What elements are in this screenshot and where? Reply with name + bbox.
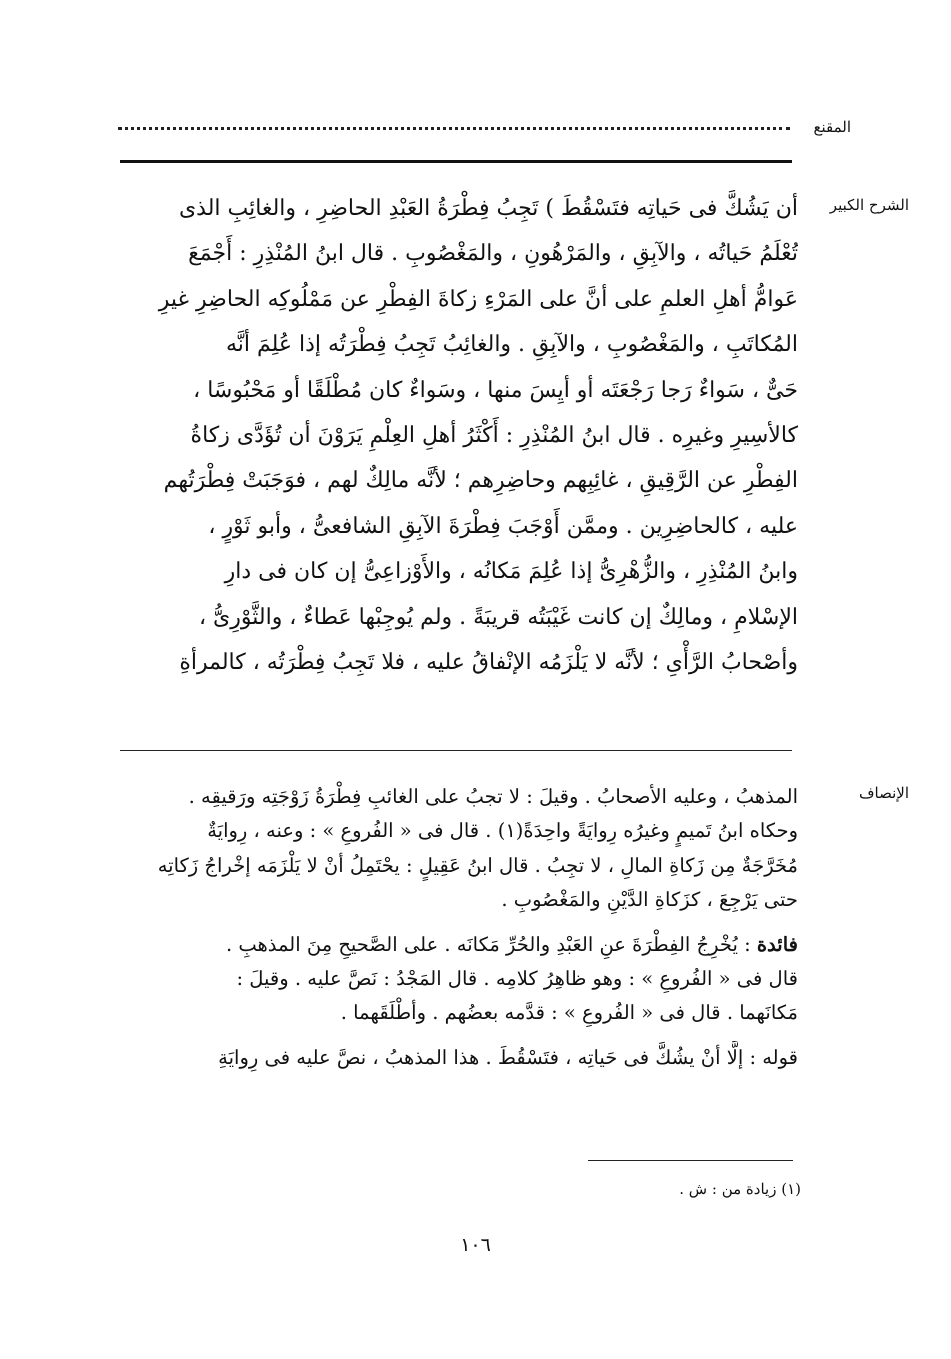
insaf-line: مَكانَهما . قال فى « الفُروعِ » : قدَّمه بعضُهم . وأطْلَقَهما . (340, 1001, 798, 1025)
sharh-line: وأصْحابُ الرَّأْىِ ؛ لأنَّه لا يَلْزَمُه الإنْفاقُ عليه ، فلا تَجِبُ فِطْرَتُه ، كالمرأةِ (179, 650, 798, 676)
paragraph-gap (118, 1031, 798, 1041)
sharh-line: الفِطْرِ عن الرَّقِيقِ ، غائِبِهم وحاضِرِهم ؛ لأنَّه مالِكٌ لهم ، فوَجَبَتْ فِطْرَتُهم (163, 468, 798, 494)
faida-text: : يُخْرِجُ الفِطْرَةَ عنِ العَبْدِ والحُرِّ مَكانَه . على الصَّحيحِ مِنَ المذهبِ . (225, 932, 757, 956)
sharh-text-block (118, 186, 798, 685)
sharh-line: عليه ، كالحاضِرِين . وممَّن أَوْجَبَ فِطْرَةَ الآبِقِ الشافعىُّ ، وأبو ثَوْرٍ ، (208, 513, 798, 539)
running-header-title: المقنع (813, 118, 851, 136)
sharh-line: حَىٌّ ، سَواءٌ رَجا رَجْعَتَه أو أيِسَ منها ، وسَواءٌ كان مُطْلَقًا أو مَحْبُوسًا ، (193, 377, 798, 403)
sharh-line: عَوامُّ أهلِ العلمِ على أنَّ على المَرْءِ زكاةَ الفِطْرِ عن مَمْلُوكِه الحاضِرِ غيرِ (158, 286, 798, 312)
sharh-line: المُكاتَبِ ، والمَغْصُوبِ ، والآبِقِ . والغائِبُ تَجِبُ فِطْرَتُه إذا عُلِمَ أنَّه (225, 332, 798, 358)
insaf-section-label: الإنصاف (858, 784, 909, 802)
footnote-rule (588, 1160, 793, 1161)
sharh-line: وابنُ المُنْذِرِ ، والزُّهْرِىُّ إذا عُلِمَ مَكانُه ، والأَوْزاعِىُّ إن كان فى دارِ (224, 559, 798, 585)
faida-heading: فائدة (756, 932, 798, 956)
footnote: (١) زيادة من : ش . (679, 1180, 801, 1198)
insaf-line: قال فى « الفُروعِ » : وهو ظاهِرُ كلامِه . قال المَجْدُ : نَصَّ عليه . وقيلَ : (236, 967, 798, 991)
sharh-line: كالأسِيرِ وغيرِه . قال ابنُ المُنْذِرِ : أَكْثَرُ أهلِ العِلْمِ يَرَوْنَ أن تُؤَدَّى زكاةُ (190, 423, 798, 449)
sharh-line: أن يَشُكَّ فى حَياتِه فتَسْقُطَ ) تَجِبُ فِطْرَةُ العَبْدِ الحاضِرِ ، والغائِبِ الذى (178, 196, 798, 221)
sharh-section-label: الشرح الكبير (829, 196, 909, 214)
section-divider (120, 750, 792, 751)
insaf-line: مُخَرَّجَةٌ مِن زَكاةِ المالِ ، لا تجِبُ . قال ابنُ عَقِيلٍ : يحْتَمِلُ أنْ لا يَلْزَمَه إخْراجُ زَكاتِه (157, 853, 798, 877)
insaf-line: قوله : إلَّا أنْ يشُكَّ فى حَياتِه ، فتَسْقُطَ . هذا المذهبُ ، نصَّ عليه فى رِوايَةِ (218, 1045, 798, 1069)
page-number: ١٠٦ (460, 1234, 491, 1256)
header-dotted-leader (118, 119, 790, 130)
paragraph-gap (118, 918, 798, 928)
sharh-line: الإسْلامِ ، ومالِكٌ إن كانت غَيْبَتُه قريبَةً . ولم يُوجِبْها عَطاءٌ ، والثَّوْرِىُّ ، (198, 604, 798, 630)
insaf-text-block (118, 780, 798, 1075)
insaf-line: وحكاه ابنُ تَميمٍ وغيرُه رِوايَةً واحِدَةً(١) . قال فى « الفُروعِ » : وعنه ، رِوايَةٌ (207, 819, 798, 843)
header-rule (120, 160, 792, 163)
insaf-line (118, 928, 798, 962)
insaf-line: المذهبُ ، وعليه الأصحابُ . وقيلَ : لا تجبُ على الغائبِ فِطْرَةُ زَوْجَتِه ورَقيقِه . (188, 785, 798, 808)
insaf-line: حتى يَرْجِعَ ، كزَكاةِ الدَّيْنِ والمَغْصُوبِ . (501, 888, 798, 912)
sharh-line: تُعْلَمُ حَياتُه ، والآبِقِ ، والمَرْهُونِ ، والمَغْصُوبِ . قال ابنُ المُنْذِرِ : أَجْمَعَ (188, 241, 798, 267)
